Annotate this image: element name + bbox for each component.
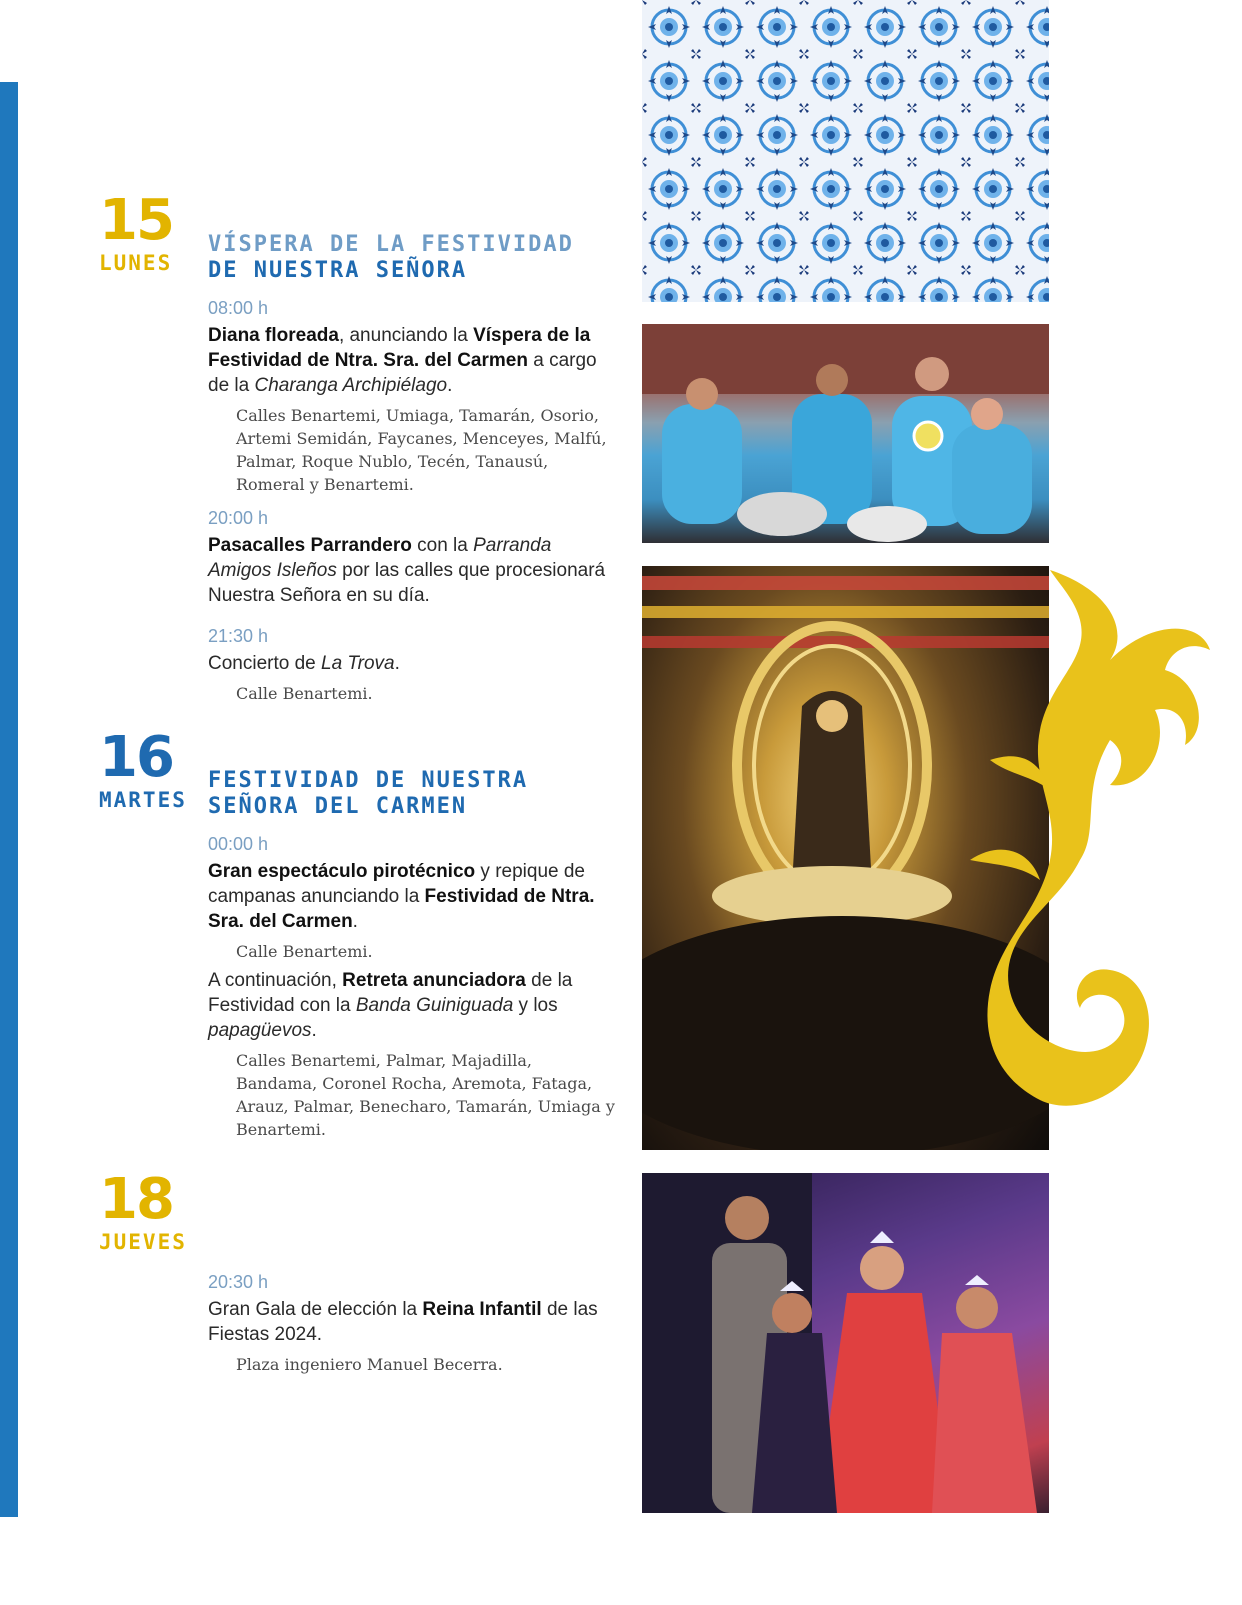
charanga-scene [642, 324, 1049, 543]
photo-charanga [642, 324, 1049, 543]
event-description: Gran Gala de elección la Reina Infantil de las Fiestas 2024. [208, 1299, 598, 1345]
gala-scene [642, 1173, 1049, 1513]
event-description: A continuación, Retreta anunciadora de la Festividad con la Banda Guiniguada y los papagüevos. [208, 970, 573, 1041]
gold-swirl-ornament-icon [960, 560, 1230, 1160]
event-2000 [208, 508, 618, 608]
event-0000 [208, 834, 618, 963]
tile-pattern-icon [642, 0, 1049, 302]
title-line-2: DE NUESTRA SEÑORA [208, 258, 468, 283]
event-location: Calle Benartemi. [236, 684, 373, 703]
event-2030 [208, 1272, 618, 1376]
section-title-vispera [208, 232, 574, 284]
event-2130 [208, 626, 618, 705]
day-18-header [99, 1167, 187, 1254]
event-retreta [208, 968, 618, 1141]
day-number: 18 [99, 1167, 173, 1232]
day-16-header [99, 725, 187, 812]
event-location: Calle Benartemi. [236, 942, 373, 961]
event-description: Concierto de La Trova. [208, 653, 400, 674]
day-name: LUNES [99, 251, 173, 275]
gold-swirl-ornament [960, 560, 1230, 1160]
event-location: Calles Benartemi, Palmar, Majadilla, Bandama, Coronel Rocha, Aremota, Fataga, Arauz, Palmar, Benecharo, Tamarán, Umiaga y Benartemi. [236, 1051, 615, 1139]
photo-reina-infantil [642, 1173, 1049, 1513]
title-line-1: FESTIVIDAD DE NUESTRA [208, 768, 529, 793]
event-time: 00:00 h [208, 834, 269, 854]
tile-pattern [642, 0, 1049, 302]
left-accent-bar [0, 82, 18, 1517]
title-line-2: SEÑORA DEL CARMEN [208, 794, 468, 819]
event-description: Gran espectáculo pirotécnico y repique de campanas anunciando la Festividad de Ntra. Sra. del Carmen. [208, 861, 595, 932]
event-location: Calles Benartemi, Umiaga, Tamarán, Osorio, Artemi Semidán, Faycanes, Menceyes, Malfú, Palmar, Roque Nublo, Tecén, Tanausú, Romeral y Benartemi. [236, 406, 607, 494]
event-location: Plaza ingeniero Manuel Becerra. [236, 1355, 503, 1374]
day-name: JUEVES [99, 1230, 187, 1254]
day-number: 15 [99, 188, 173, 253]
section-title-festividad [208, 768, 528, 820]
event-time: 20:30 h [208, 1272, 269, 1292]
event-time: 20:00 h [208, 508, 269, 528]
event-time: 21:30 h [208, 626, 269, 646]
event-description: Pasacalles Parrandero con la Parranda Amigos Isleños por las calles que procesionará Nuestra Señora en su día. [208, 535, 606, 606]
event-0800 [208, 298, 618, 496]
day-name: MARTES [99, 788, 187, 812]
event-time: 08:00 h [208, 298, 269, 318]
day-15-header [99, 188, 173, 275]
title-line-1: VÍSPERA DE LA FESTIVIDAD [208, 232, 574, 257]
day-number: 16 [99, 725, 173, 790]
event-description: Diana floreada, anunciando la Víspera de la Festividad de Ntra. Sra. del Carmen a cargo de la Charanga Archipiélago. [208, 325, 597, 396]
